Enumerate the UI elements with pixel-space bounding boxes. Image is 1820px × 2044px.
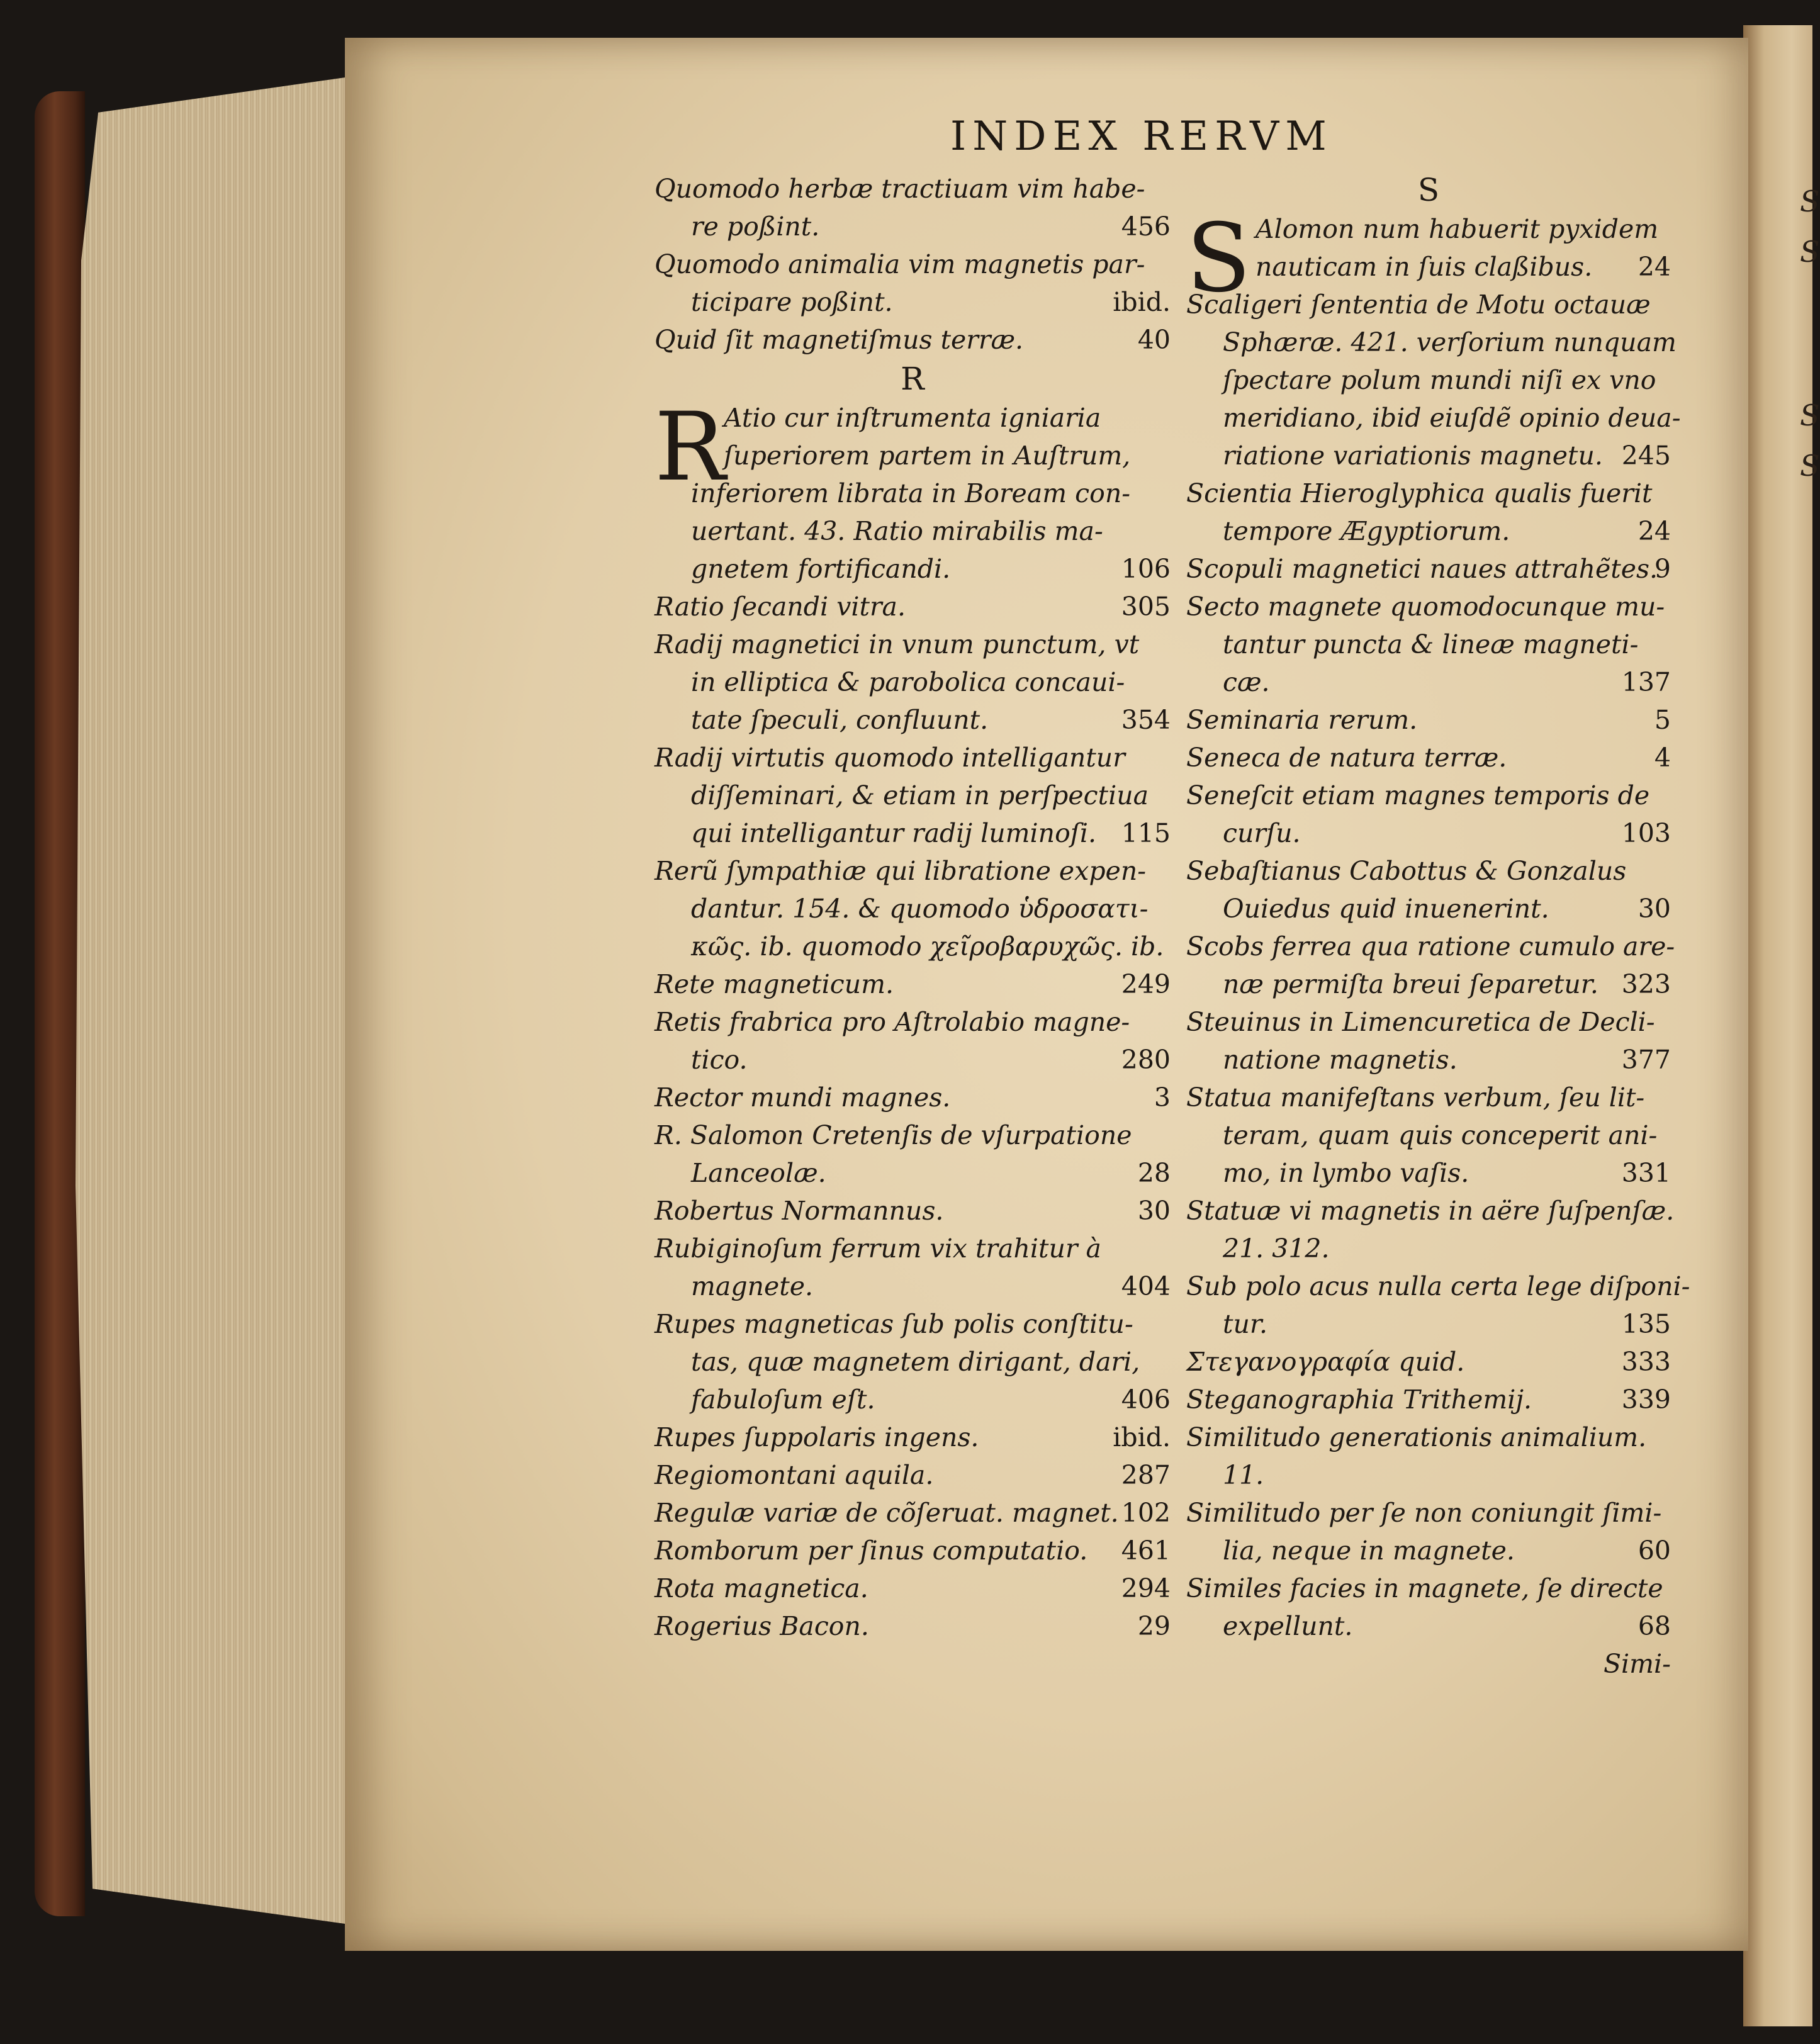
entry-line — [654, 588, 1171, 626]
entry-text: tas, quæ magnetem dirigant, dari, — [691, 1347, 1140, 1377]
entry-line — [1186, 512, 1671, 550]
entry-line — [654, 1192, 1171, 1230]
entry-line — [654, 814, 1171, 852]
index-entry — [1186, 1494, 1671, 1570]
entry-line — [654, 777, 1171, 814]
index-entry — [654, 852, 1171, 965]
entry-line — [1186, 550, 1671, 588]
entry-text: Scobs ferrea qua ratione cumulo are- — [1186, 931, 1675, 962]
page-number: 354 — [1121, 705, 1171, 735]
left-column — [654, 170, 1171, 1645]
page-number: 24 — [1637, 516, 1671, 546]
entry-text: natione magnetis. — [1223, 1045, 1458, 1075]
entry-line — [1186, 663, 1671, 701]
entry-line — [1186, 323, 1677, 361]
entry-line — [654, 474, 1171, 512]
index-entry — [1186, 701, 1671, 739]
entry-line — [1186, 1192, 1675, 1230]
page-number: 294 — [1121, 1573, 1171, 1603]
entry-text: Στεγανογραφία quid. — [1186, 1347, 1465, 1377]
entry-line — [654, 1570, 1171, 1607]
page-number: 245 — [1621, 441, 1671, 471]
entry-text: ſpectare polum mundi niſi ex vno — [1223, 365, 1656, 395]
index-entry — [654, 1230, 1171, 1305]
page-number: 377 — [1621, 1045, 1671, 1075]
entry-line — [1186, 1532, 1671, 1570]
index-entry — [1186, 1343, 1671, 1381]
index-entry — [1186, 1192, 1675, 1267]
entry-text: Lanceolæ. — [691, 1158, 826, 1188]
page-number: 331 — [1621, 1158, 1671, 1188]
entry-line — [1186, 1418, 1671, 1456]
page-number: 103 — [1621, 818, 1671, 848]
page-number: 60 — [1637, 1536, 1671, 1566]
entry-text: Statua manifeſtans verbum, ſeu lit- — [1186, 1082, 1645, 1113]
entry-line — [1186, 1230, 1671, 1267]
entry-text: Scopuli magnetici naues attrahẽtes. — [1186, 554, 1658, 584]
entry-text: Sebaſtianus Cabottus & Gonzalus — [1186, 856, 1627, 886]
entry-text: teram, quam quis conceperit ani- — [1223, 1120, 1658, 1150]
next-page-letters — [1800, 176, 1820, 491]
entry-line — [1186, 965, 1671, 1003]
entry-line — [654, 1079, 1171, 1116]
entry-text: R. Salomon Cretenſis de vſurpatione — [654, 1120, 1132, 1150]
index-entry — [654, 170, 1171, 245]
page-number: 30 — [1637, 894, 1671, 924]
entry-text: tico. — [691, 1045, 748, 1075]
index-entry — [1186, 588, 1671, 701]
entry-line — [1186, 1154, 1671, 1192]
entry-line — [1186, 1381, 1671, 1418]
page-number: 40 — [1137, 325, 1171, 355]
entry-line — [654, 283, 1171, 321]
page-number: 339 — [1621, 1384, 1671, 1415]
index-entry — [654, 965, 1171, 1003]
entry-text: 11. — [1223, 1460, 1264, 1490]
entry-text: Regiomontani aquila. — [654, 1460, 934, 1490]
entry-text: Romborum per ſinus computatio. — [654, 1536, 1088, 1566]
entry-line — [654, 1041, 1171, 1079]
page-number: 305 — [1121, 592, 1171, 622]
page-number: 406 — [1121, 1384, 1171, 1415]
entry-text: Similes facies in magnete, ſe directe — [1186, 1573, 1663, 1603]
entry-line — [1186, 248, 1671, 286]
page-number: 30 — [1137, 1196, 1171, 1226]
entry-line — [654, 550, 1171, 588]
entry-text: Seneca de natura terræ. — [1186, 743, 1507, 773]
drop-cap: S — [1186, 204, 1251, 313]
entry-text: Rogerius Bacon. — [654, 1611, 869, 1641]
entry-text: 21. 312. — [1223, 1233, 1330, 1264]
entry-line — [654, 1494, 1171, 1532]
section-letter-r: R — [901, 361, 924, 397]
index-entry — [1186, 286, 1681, 474]
entry-text: Radij magnetici in vnum punctum, vt — [654, 629, 1140, 660]
entry-line — [654, 1343, 1171, 1381]
entry-text: Seminaria rerum. — [1186, 705, 1418, 735]
entry-text: Quomodo herbæ tractiuam vim habe- — [654, 174, 1145, 204]
page-stack — [76, 76, 359, 1926]
page-number: 135 — [1621, 1309, 1671, 1339]
entry-text: Regulæ variæ de cõſeruat. magnet. — [654, 1498, 1119, 1528]
entry-line — [1186, 1305, 1671, 1343]
catchword: Simi- — [1603, 1649, 1671, 1679]
page-number: 4 — [1654, 743, 1671, 773]
page-number: ibid. — [1113, 287, 1171, 317]
entry-text: magnete. — [691, 1271, 814, 1301]
index-entry — [654, 1305, 1171, 1418]
index-entry — [654, 739, 1171, 852]
entry-text: ticipare poßint. — [691, 287, 893, 317]
index-entry — [654, 1607, 1171, 1645]
entry-text: Rector mundi magnes. — [654, 1082, 951, 1113]
entry-line — [654, 1305, 1171, 1343]
entry-text: Rubiginoſum ferrum vix trahitur à — [654, 1233, 1101, 1264]
entry-text: næ permiſta breui ſeparetur. — [1223, 969, 1598, 999]
entry-line — [1186, 1494, 1671, 1532]
entry-text: Seneſcit etiam magnes temporis de — [1186, 780, 1650, 811]
entry-line — [1186, 437, 1671, 474]
index-entry — [654, 1003, 1171, 1079]
entry-line — [654, 208, 1171, 245]
entry-text: tur. — [1223, 1309, 1268, 1339]
page-number: 287 — [1121, 1460, 1171, 1490]
entry-text: Ouiedus quid inuenerint. — [1223, 894, 1549, 924]
drop-cap: R — [654, 393, 726, 502]
entry-line — [1186, 626, 1671, 663]
section-letter-s: S — [1417, 172, 1440, 208]
index-entry — [1186, 550, 1671, 588]
entry-text: Rete magneticum. — [654, 969, 894, 999]
index-entry — [1186, 1570, 1671, 1645]
entry-line — [654, 1267, 1171, 1305]
entry-line — [654, 170, 1171, 208]
entry-line — [654, 321, 1171, 359]
entry-text: qui intelligantur radij luminoſi. — [691, 818, 1097, 848]
entry-line — [1186, 890, 1671, 928]
page-number: 9 — [1654, 554, 1671, 584]
index-entry — [654, 1570, 1171, 1607]
entry-text: Sub polo acus nulla certa lege diſponi- — [1186, 1271, 1690, 1301]
entry-text: Rupes magneticas ſub polis conſtitu- — [654, 1309, 1133, 1339]
entry-line — [1186, 739, 1671, 777]
entry-text: expellunt. — [1223, 1611, 1353, 1641]
entry-line — [654, 663, 1171, 701]
entry-line — [1186, 1041, 1671, 1079]
entry-line — [1186, 361, 1671, 399]
page-number: 404 — [1121, 1271, 1171, 1301]
entry-text: Alomon num habuerit pyxidem — [1255, 214, 1659, 244]
entry-line — [654, 512, 1171, 550]
entry-line — [1186, 1267, 1690, 1305]
edge-letter: S — [1800, 449, 1820, 483]
entry-line — [1186, 1570, 1671, 1607]
entry-text: Rupes ſuppolaris ingens. — [654, 1422, 979, 1452]
index-entry — [1186, 1079, 1671, 1192]
page-number: 137 — [1621, 667, 1671, 697]
entry-line — [1186, 1079, 1671, 1116]
index-entry — [654, 1456, 1171, 1494]
entry-text: inferiorem librata in Boream con- — [691, 478, 1131, 508]
entry-line — [1186, 777, 1671, 814]
page-header: INDEX RERVM — [950, 113, 1333, 160]
entry-text: Robertus Normannus. — [654, 1196, 944, 1226]
edge-letter: S — [1800, 184, 1820, 218]
entry-line — [654, 1230, 1171, 1267]
index-entry — [1186, 1003, 1671, 1079]
entry-text: gnetem fortificandi. — [691, 554, 951, 584]
entry-text: nauticam in ſuis claßibus. — [1255, 252, 1593, 282]
entry-text: uertant. 43. Ratio mirabilis ma- — [691, 516, 1103, 546]
entry-text: Secto magnete quomodocunque mu- — [1186, 592, 1665, 622]
entry-text: Atio cur inſtrumenta igniaria — [724, 403, 1101, 433]
entry-line — [654, 1456, 1171, 1494]
index-entry — [654, 321, 1171, 359]
entry-text: Scaligeri ſententia de Motu octauæ — [1186, 289, 1651, 320]
entry-line — [1186, 928, 1675, 965]
entry-text: mo, in lymbo vaſis. — [1223, 1158, 1469, 1188]
right-column — [1186, 170, 1690, 1683]
entry-text: tate ſpeculi, confluunt. — [691, 705, 989, 735]
entry-line — [654, 965, 1171, 1003]
page-number: 249 — [1121, 969, 1171, 999]
index-entry — [1186, 474, 1671, 550]
entry-text: Radij virtutis quomodo intelligantur — [654, 743, 1125, 773]
entry-line — [654, 1532, 1171, 1570]
entry-line — [654, 739, 1171, 777]
index-entry — [1186, 777, 1671, 852]
entry-text: dantur. 154. & quomodo ὑδροσατι- — [691, 894, 1149, 924]
entry-line — [1186, 210, 1671, 248]
index-entry — [1186, 928, 1675, 1003]
page-number: 461 — [1121, 1536, 1171, 1566]
entry-text: Scientia Hieroglyphica qualis fuerit — [1186, 478, 1653, 508]
entry-text: re poßint. — [691, 211, 820, 242]
entry-text: diſſeminari, & etiam in perſpectiua — [691, 780, 1149, 811]
edge-letter: S — [1800, 235, 1820, 269]
page-number: 280 — [1121, 1045, 1171, 1075]
entry-line — [1186, 399, 1681, 437]
entry-line — [654, 1607, 1171, 1645]
entry-line — [1186, 1456, 1671, 1494]
entry-text: Quid ſit magnetiſmus terræ. — [654, 325, 1024, 355]
entry-line — [654, 399, 1171, 437]
entry-text: riatione variationis magnetu. — [1223, 441, 1603, 471]
entry-line — [654, 437, 1171, 474]
entry-line — [1186, 286, 1671, 323]
page-number: 28 — [1137, 1158, 1171, 1188]
entry-text: Rerũ ſympathiæ qui libratione expen- — [654, 856, 1147, 886]
entry-line — [1186, 1003, 1671, 1041]
page-number: 24 — [1637, 252, 1671, 282]
entry-text: Similitudo per ſe non coniungit ſimi- — [1186, 1498, 1662, 1528]
index-entry — [654, 626, 1171, 739]
index-entry — [654, 1079, 1171, 1116]
index-entry — [654, 588, 1171, 626]
entry-text: Retis frabrica pro Aſtrolabio magne- — [654, 1007, 1130, 1037]
entry-text: Ratio ſecandi vitra. — [654, 592, 906, 622]
entry-line — [654, 1381, 1171, 1418]
entry-line — [1186, 588, 1671, 626]
page-number: ibid. — [1113, 1422, 1171, 1452]
entry-text: κῶς. ib. quomodo χεῖροβαρυχῶς. ib. — [691, 931, 1164, 962]
index-entry — [654, 1116, 1171, 1192]
entry-text: in elliptica & parobolica concaui- — [691, 667, 1125, 697]
entry-text: tempore Ægyptiorum. — [1223, 516, 1510, 546]
entry-line — [654, 701, 1171, 739]
entry-text: lia, neque in magnete. — [1223, 1536, 1515, 1566]
page-number: 115 — [1121, 818, 1171, 848]
entry-line — [654, 852, 1171, 890]
index-entry — [1186, 1381, 1671, 1418]
index-entry — [654, 1418, 1171, 1456]
entry-text: cæ. — [1223, 667, 1270, 697]
page-number: 5 — [1654, 705, 1671, 735]
index-entry — [1186, 739, 1671, 777]
entry-text: fabuloſum eſt. — [691, 1384, 875, 1415]
page-number: 106 — [1121, 554, 1171, 584]
entry-line — [654, 1418, 1171, 1456]
entry-line — [654, 626, 1171, 663]
index-entry — [1186, 852, 1671, 928]
entry-line — [1186, 474, 1671, 512]
entry-text: meridiano, ibid eiuſdẽ opinio deua- — [1223, 403, 1681, 433]
entry-line — [1186, 1607, 1671, 1645]
entry-text: Rota magnetica. — [654, 1573, 868, 1603]
entry-line — [1186, 852, 1671, 890]
edge-letter: S — [1800, 398, 1820, 432]
entry-text: Statuæ vi magnetis in aëre ſuſpenſæ. — [1186, 1196, 1675, 1226]
entry-line — [654, 1003, 1171, 1041]
page-number: 333 — [1621, 1347, 1671, 1377]
page-number: 323 — [1621, 969, 1671, 999]
page-number: 102 — [1121, 1498, 1171, 1528]
entry-text: Similitudo generationis animalium. — [1186, 1422, 1647, 1452]
entry-line — [1186, 1116, 1671, 1154]
page-number: 68 — [1637, 1611, 1671, 1641]
index-entry — [654, 1532, 1171, 1570]
entry-line — [654, 1154, 1171, 1192]
entry-text: Sphæræ. 421. verſorium nunquam — [1223, 327, 1677, 357]
index-entry — [654, 1192, 1171, 1230]
index-entry — [1186, 1267, 1690, 1343]
page-number: 29 — [1137, 1611, 1171, 1641]
index-entry — [654, 245, 1171, 321]
entry-line — [654, 1116, 1171, 1154]
drop-cap-entry — [654, 393, 1171, 588]
entry-text: Steuinus in Limencuretica de Decli- — [1186, 1007, 1655, 1037]
entry-line — [654, 245, 1171, 283]
entry-text: Quomodo animalia vim magnetis par- — [654, 249, 1145, 279]
index-entry — [1186, 1418, 1671, 1494]
page-number: 3 — [1154, 1082, 1171, 1113]
entry-line — [1186, 1343, 1671, 1381]
entry-text: Steganographia Trithemij. — [1186, 1384, 1532, 1415]
entry-text: ſuperiorem partem in Auſtrum, — [724, 441, 1131, 471]
entry-line — [654, 928, 1171, 965]
page-number: 456 — [1121, 211, 1171, 242]
entry-line — [1186, 701, 1671, 739]
entry-line — [1186, 814, 1671, 852]
entry-line — [654, 890, 1171, 928]
entry-text: tantur puncta & lineæ magneti- — [1223, 629, 1639, 660]
entry-text: curſu. — [1223, 818, 1301, 848]
index-entry — [654, 1494, 1171, 1532]
